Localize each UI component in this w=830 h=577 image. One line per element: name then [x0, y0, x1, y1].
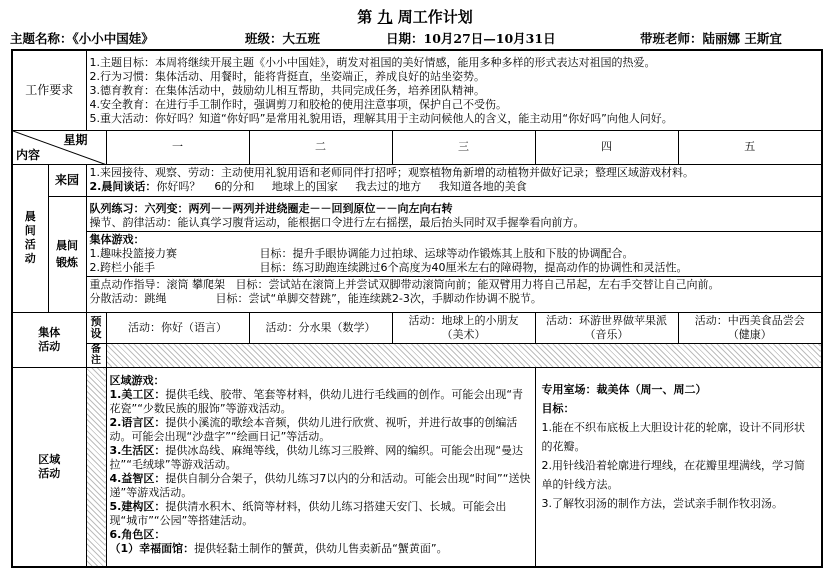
day-header-2: 二 [249, 130, 392, 164]
group-day-2-line-1: 活动：分水果（数学） [265, 320, 376, 334]
area-item-1-text: 提供毛线、胶带、笔套等材料，供幼儿进行毛线画的创作。可能会出现“青花瓷”“少数民族的服饰”等游戏活动。 [109, 387, 524, 415]
note-label [86, 343, 106, 367]
area-item-3-head: 3.生活区： [109, 443, 166, 457]
week-content-header [12, 130, 106, 164]
studio-item-2: 2.用针线沿着轮廓进行埋线，在花瓣里埋满线，学习简单的针线方法。 [541, 458, 806, 491]
exercise-key-block [87, 277, 822, 307]
area-item-6-head: 6.角色区： [109, 527, 166, 541]
area-item-5 [110, 500, 532, 528]
req-item-4: 4.安全教育：在进行手工制作时，强调剪刀和胶枪的使用注意事项，保护自己不受伤。 [89, 97, 508, 111]
area-item-4-text: 提供自制分合架子，供幼儿练习7以内的分和活动。可能会出现“时间”“送快递”等游戏活动。 [109, 471, 531, 499]
area-item-1-head: 1.美工区： [109, 387, 166, 401]
arrival-line-2 [90, 180, 819, 194]
requirements-label: 工作要求 [12, 50, 86, 130]
area-role-line [110, 542, 532, 556]
weekly-plan-table [11, 49, 823, 568]
exercise-label [48, 196, 86, 312]
teachers: 带班老师：陆丽娜 王斯宜 [640, 31, 782, 46]
area-item-5-head: 5.建构区： [109, 499, 166, 513]
area-role-head: （1）幸福面馆： [109, 541, 195, 555]
scattered-activity: 分散活动：跳绳 目标：尝试“单脚交替跳”，能连续跳2-3次，手脚动作协调不脱节。 [89, 292, 542, 305]
group-day-5-line-2: （健康） [727, 327, 772, 341]
theme-name: 主题名称：《小小中国娃》 [10, 31, 154, 46]
req-item-1: 1.主题目标：本周将继续开展主题《小小中国娃》，萌发对祖国的美好情感，能用多种多样的形式表达对祖国的热爱。 [89, 55, 656, 69]
title-prefix: 第 [357, 8, 373, 26]
date-range: 日期：10月27日—10月31日 [386, 31, 556, 46]
game-name-1: 1.趣味投篮接力赛 [89, 247, 178, 260]
studio-item-3: 3.了解牧羽汤的制作方法，尝试亲手制作牧羽汤。 [541, 496, 784, 510]
studio-title: 专用室场：裁美体（周一、周二） [541, 382, 707, 396]
requirements-row [12, 50, 822, 130]
note-content-hatched [106, 343, 822, 367]
preset-text: 预设 [90, 314, 102, 340]
game-goal-1: 目标：提升手眼协调能力过拍球、运球等动作锻炼其上肢和下肢的协调配合。 [259, 247, 634, 260]
group-day-1 [106, 312, 249, 343]
morning-activity-label [12, 164, 48, 312]
week-label: 星期 [63, 132, 88, 147]
group-day-1-line-1: 活动：你好（语言） [128, 320, 228, 334]
title-week-number: 九 [377, 8, 393, 26]
game-item-2 [90, 261, 819, 275]
page-title [0, 6, 830, 27]
area-games [106, 367, 535, 567]
group-day-3 [392, 312, 535, 343]
area-item-3 [110, 444, 532, 472]
day-header-5: 五 [678, 130, 822, 164]
note-text: 备注 [91, 344, 102, 366]
day-header-4: 四 [535, 130, 678, 164]
arrival-content [86, 164, 822, 196]
game-name-2: 2.跨栏小能手 [89, 261, 156, 274]
area-item-2-text: 提供小溪流的歌绘本音频，供幼儿进行欣赏、视听，并进行故事的创编活动。可能会出现“沙盘字”“绘画日记”等活动。 [109, 415, 518, 443]
exercise-drill: 队列练习：六列变：两列－－两列并进绕圈走－－回到原位－－向左向右转 [89, 202, 453, 215]
area-item-4-head: 4.益智区： [109, 471, 166, 485]
area-item-1 [110, 388, 532, 416]
req-item-3: 3.德育教育：在集体活动中，鼓励幼儿相互帮助，共同完成任务，培养团队精神。 [89, 83, 486, 97]
group-day-2 [249, 312, 392, 343]
area-spacer-hatched [86, 367, 106, 567]
group-day-3-line-2: （美术） [441, 327, 486, 341]
exercise-row [12, 196, 822, 312]
games-title: 集体游戏： [89, 233, 145, 246]
group-activity-label [12, 312, 86, 367]
plan-header [10, 29, 820, 47]
content-label: 内容 [16, 147, 41, 162]
exercise-content [86, 196, 822, 312]
key-action: 重点动作指导：滚筒 攀爬架 目标：尝试站在滚筒上并尝试双脚带动滚筒向前；能双臂用力将自己吊起，左右手交替让自己向前。 [89, 278, 720, 291]
exercise-games-block [87, 232, 822, 277]
area-item-3-text: 提供冰岛线、麻绳等线，供幼儿练习三股辫、网的编织。可能会出现“曼达拉”“毛绒球”等游戏活动。 [109, 443, 524, 471]
group-day-5 [678, 312, 822, 343]
day-header-3: 三 [392, 130, 535, 164]
group-activity-text: 集体活动 [38, 325, 61, 353]
arrival-label: 来园 [48, 164, 86, 196]
area-activity-text: 区域活动 [38, 452, 61, 480]
area-item-4 [110, 472, 532, 500]
exercise-drill-block [87, 201, 822, 232]
area-item-6 [110, 528, 532, 542]
group-day-5-line-1: 活动：中西美食品尝会 [694, 313, 805, 327]
arrival-line-1: 1.来园接待、观察、劳动：主动使用礼貌用语和老师同伴打招呼；观察植物角新增的动植物并做好记录；整理区域游戏材料。 [89, 166, 695, 179]
day-header-1: 一 [106, 130, 249, 164]
title-suffix: 周工作计划 [397, 8, 473, 26]
morning-activity-text: 晨间活动 [24, 210, 36, 265]
area-games-title: 区域游戏： [109, 373, 165, 387]
group-note-row [12, 343, 822, 367]
studio-item-1: 1.能在不织布底板上大胆设计花的轮廓，设计不同形状的花瓣。 [541, 420, 806, 453]
arrival-talk-topics: 你好吗？ 6的分和 地球上的国家 我去过的地方 我知道各地的美食 [156, 180, 527, 193]
game-item-1 [90, 247, 819, 261]
week-header-row [12, 130, 822, 164]
req-item-2: 2.行为习惯：集体活动、用餐时，能将背挺直，坐姿端正，养成良好的站坐姿势。 [89, 69, 486, 83]
group-day-3-line-1: 活动：地球上的小朋友 [408, 313, 519, 327]
area-item-5-text: 提供清水积木、纸筒等材料，供幼儿练习搭建天安门、长城。可能会出现“城市”“公园”等搭建活动。 [109, 499, 507, 527]
class-name: 班级：大五班 [245, 31, 321, 46]
exercise-label-text: 晨间锻炼 [56, 239, 78, 269]
area-role-text: 提供轻黏土制作的蟹黄，供幼儿售卖新品“蟹黄面”。 [194, 541, 448, 555]
req-item-5: 5.重大活动：你好吗？知道“你好吗”是常用礼貌用语，理解其用于主动问候他人的含义，能主动用“你好吗”向他人问好。 [89, 111, 673, 125]
area-activity-label [12, 367, 86, 567]
group-day-4-line-1: 活动：环游世界做苹果派 [546, 313, 668, 327]
group-day-4-line-2: （音乐） [584, 327, 629, 341]
studio-content [535, 367, 822, 567]
requirements-content [86, 50, 822, 130]
arrival-row [12, 164, 822, 196]
group-preset-row [12, 312, 822, 343]
area-row [12, 367, 822, 567]
studio-goal-label: 目标： [541, 401, 575, 415]
area-item-2-head: 2.语言区： [109, 415, 166, 429]
group-day-4 [535, 312, 678, 343]
arrival-talk-label: 2.晨间谈话： [89, 180, 157, 193]
area-item-2 [110, 416, 532, 444]
game-goal-2: 目标：练习助跑连续跳过6个高度为40厘米左右的障碍物，提高动作的协调性和灵活性。 [259, 261, 688, 274]
preset-label [86, 312, 106, 343]
exercise-rhythm: 操节、韵律活动：能认真学习腹背运动，能根据口令进行左右摇摆，最后抬头同时双手握拳看向前方。 [89, 216, 585, 229]
